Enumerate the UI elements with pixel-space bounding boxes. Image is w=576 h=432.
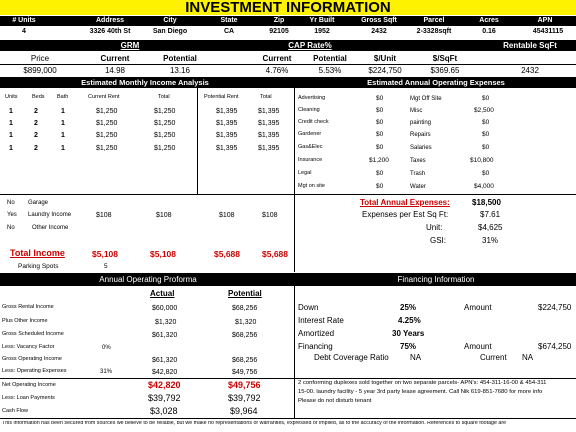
note-line: Please do not disturb tenant xyxy=(298,398,372,404)
value-yr-built: 1952 xyxy=(314,28,330,35)
cap-rate-label: CAP Rate% xyxy=(288,41,332,50)
value-acres: 0.16 xyxy=(482,28,496,35)
expense-value: $0 xyxy=(482,170,490,177)
loan-label: Less: Loan Payments xyxy=(2,395,55,401)
proforma-potential: $68,256 xyxy=(232,332,258,339)
col-total: Total xyxy=(158,94,170,100)
dcr-current-label: Current xyxy=(480,353,507,362)
dcr-current-value: NA xyxy=(522,353,534,362)
total-income-potential: $5,688 xyxy=(214,249,240,259)
expense-label: Cleaning xyxy=(298,107,320,113)
laundry-label: Laundry Income xyxy=(28,212,72,218)
expense-label: Repairs xyxy=(410,132,431,138)
interest-rate-value: 4.25% xyxy=(398,316,421,325)
row-current-rent: $1,250 xyxy=(96,132,118,139)
financing-pct: 75% xyxy=(400,342,417,351)
row-potential-total: $1,395 xyxy=(258,132,280,139)
proforma-potential: $1,320 xyxy=(235,319,257,326)
row-total: $1,250 xyxy=(154,120,176,127)
header-parcel: Parcel xyxy=(423,17,445,24)
expense-value: $0 xyxy=(376,131,384,138)
note-line: 2 conforming duplexes sold together on two separate parcels- APN's: 454-311-16-00 & 454-311 xyxy=(298,380,547,386)
col-beds: Beds xyxy=(32,94,45,100)
other-income-label: Other Income xyxy=(32,225,69,231)
row-potential-rent: $1,395 xyxy=(216,145,238,152)
financing-amount-label: Amount xyxy=(464,342,492,351)
grm-label: GRM xyxy=(120,41,140,50)
proforma-title: Annual Operating Proforma xyxy=(99,275,197,284)
per-sqft-value: $369.65 xyxy=(430,66,460,75)
proforma-actual: $42,820 xyxy=(152,369,178,376)
row-potential-total: $1,395 xyxy=(258,145,280,152)
value-gross-sqft: 2432 xyxy=(371,28,387,35)
noi-label: Net Operating Income xyxy=(2,382,56,388)
garage-flag: No xyxy=(7,200,15,206)
laundry-flag: Yes xyxy=(7,212,17,218)
parking-value: 5 xyxy=(104,263,108,270)
total-income-label: Total Income xyxy=(10,248,65,258)
per-sqft-label: $/SqFt xyxy=(432,54,458,63)
header-apn: APN xyxy=(537,17,553,24)
header-units: # Units xyxy=(12,17,36,24)
financing-label: Financing xyxy=(298,342,333,351)
proforma-pct: 31% xyxy=(100,369,113,375)
expense-label: Salaries xyxy=(410,145,432,151)
proforma-actual: $60,000 xyxy=(152,305,178,312)
dcr-label: Debt Coverage Ratio xyxy=(314,353,389,362)
cap-potential-label: Potential xyxy=(313,54,347,63)
proforma-pct: 0% xyxy=(102,345,111,351)
value-parcel: 2-3328sqft xyxy=(416,28,452,35)
title-banner xyxy=(0,0,576,15)
col-potential-total: Total xyxy=(260,94,272,100)
proforma-actual: $61,320 xyxy=(152,332,178,339)
laundry-potential-total: $108 xyxy=(262,212,278,219)
note-line: 15-00. laundry facility - 5 year 3rd party lease agreement. Call Nik 619-851-7680 for more info xyxy=(298,389,543,395)
expense-label: Water xyxy=(410,184,426,190)
expense-label: Taxes xyxy=(410,158,426,164)
row-bath: 1 xyxy=(61,108,65,115)
dcr-value: NA xyxy=(410,353,422,362)
value-city: San Diego xyxy=(152,28,188,35)
parking-label: Parking Spots xyxy=(18,263,59,270)
expense-label: Credit check xyxy=(298,119,329,125)
row-total: $1,250 xyxy=(154,132,176,139)
value-apn: 45431115 xyxy=(532,28,564,35)
row-potential-rent: $1,395 xyxy=(216,132,238,139)
down-label: Down xyxy=(298,303,319,312)
loan-potential: $39,792 xyxy=(228,393,261,403)
amortized-value: 30 Years xyxy=(392,329,425,338)
interest-rate-label: Interest Rate xyxy=(298,316,344,325)
down-amount-label: Amount xyxy=(464,303,492,312)
disclaimer-text: This information has been secured from sources we believe to be reliable, but we make no representations or warranties, expressed or implied, as to the accuracy of the information. References to square footage are xyxy=(2,421,507,426)
row-units: 1 xyxy=(9,120,13,127)
proforma-actual: $1,320 xyxy=(155,319,177,326)
value-units: 4 xyxy=(22,28,26,35)
row-beds: 2 xyxy=(34,132,38,139)
row-bath: 1 xyxy=(61,145,65,152)
expenses-per-sqft-value: $7.61 xyxy=(480,210,501,219)
rentable-sqft-label: Rentable SqFt xyxy=(503,41,557,50)
row-potential-total: $1,395 xyxy=(258,108,280,115)
expense-value: $4,000 xyxy=(474,183,494,190)
col-bath: Bath xyxy=(57,94,69,100)
proforma-label: Plus Other Income xyxy=(2,318,48,324)
grm-current-label: Current xyxy=(100,54,130,63)
financing-title: Financing Information xyxy=(397,275,475,284)
laundry-potential: $108 xyxy=(219,212,235,219)
per-unit-value: $224,750 xyxy=(368,66,402,75)
expense-value: $0 xyxy=(482,95,490,102)
proforma-actual-label: Actual xyxy=(150,289,175,298)
cap-potential-value: 5.53% xyxy=(318,66,342,75)
proforma-label: Less: Vacancy Factor xyxy=(2,344,55,350)
gsi-label: GSI: xyxy=(430,236,447,245)
expenses-unit-value: $4,625 xyxy=(478,223,503,232)
total-income-current: $5,108 xyxy=(92,249,118,259)
expense-label: Advertising xyxy=(298,95,326,101)
cash-flow-label: Cash Flow xyxy=(2,408,28,414)
grm-potential-value: 13.16 xyxy=(169,66,191,75)
proforma-actual: $61,320 xyxy=(152,357,178,364)
row-total: $1,250 xyxy=(154,108,176,115)
expense-value: $1,200 xyxy=(369,157,389,164)
cap-current-value: 4.76% xyxy=(265,66,289,75)
expense-label: Insurance xyxy=(298,157,323,163)
header-acres: Acres xyxy=(479,17,499,24)
row-beds: 2 xyxy=(34,145,38,152)
laundry-total: $108 xyxy=(156,212,172,219)
row-current-rent: $1,250 xyxy=(96,145,118,152)
proforma-potential: $49,756 xyxy=(232,369,258,376)
header-gross-sqft: Gross Sqft xyxy=(361,17,397,24)
expense-value: $0 xyxy=(376,144,384,151)
noi-actual: $42,820 xyxy=(148,380,181,390)
row-potential-rent: $1,395 xyxy=(216,108,238,115)
proforma-potential-label: Potential xyxy=(228,289,262,298)
down-pct: 25% xyxy=(400,303,417,312)
row-units: 1 xyxy=(9,132,13,139)
expense-label: Mgt on site xyxy=(298,183,325,189)
grm-potential-label: Potential xyxy=(163,54,197,63)
expense-value: $10,800 xyxy=(470,157,494,164)
header-city: City xyxy=(163,17,177,24)
total-expenses-value: $18,500 xyxy=(472,198,501,207)
price-value: $899,000 xyxy=(23,66,57,75)
row-units: 1 xyxy=(9,108,13,115)
expense-value: $0 xyxy=(482,144,490,151)
expense-value: $0 xyxy=(376,95,384,102)
proforma-potential: $68,256 xyxy=(232,357,258,364)
per-unit-label: $/Unit xyxy=(373,54,397,63)
grm-current-value: 14.98 xyxy=(104,66,126,75)
value-state: CA xyxy=(223,28,235,35)
expenses-unit-label: Unit: xyxy=(426,223,443,232)
header-zip: Zip xyxy=(273,17,285,24)
total-income-current-total: $5,108 xyxy=(150,249,176,259)
total-income-potential-total: $5,688 xyxy=(262,249,288,259)
proforma-label: Less: Operating Expenses xyxy=(2,368,67,374)
amortized-label: Amortized xyxy=(298,329,335,338)
row-beds: 2 xyxy=(34,120,38,127)
value-zip: 92105 xyxy=(269,28,289,35)
price-label: Price xyxy=(30,54,50,63)
noi-potential: $49,756 xyxy=(228,380,261,390)
expense-value: $0 xyxy=(376,170,384,177)
col-units: Units xyxy=(5,94,18,100)
total-expenses-label: Total Annual Expenses: xyxy=(360,198,450,207)
expense-value: $0 xyxy=(482,119,490,126)
loan-actual: $39,792 xyxy=(148,393,181,403)
laundry-current: $108 xyxy=(96,212,112,219)
garage-label: Garage xyxy=(28,200,49,206)
cash-flow-actual: $3,028 xyxy=(150,406,178,416)
other-flag: No xyxy=(7,225,15,231)
row-bath: 1 xyxy=(61,120,65,127)
expense-value: $2,500 xyxy=(474,107,494,114)
cash-flow-potential: $9,964 xyxy=(230,406,258,416)
expense-value: $0 xyxy=(376,119,384,126)
expense-value: $0 xyxy=(376,107,384,114)
proforma-potential: $68,256 xyxy=(232,305,258,312)
header-address: Address xyxy=(95,17,124,24)
row-potential-total: $1,395 xyxy=(258,120,280,127)
row-current-rent: $1,250 xyxy=(96,108,118,115)
proforma-label: Gross Rental Income xyxy=(2,304,54,310)
row-total: $1,250 xyxy=(154,145,176,152)
financing-amount: $674,250 xyxy=(538,342,572,351)
proforma-label: Gross Scheduled Income xyxy=(2,331,64,337)
expenses-per-sqft-label: Expenses per Est Sq Ft: xyxy=(362,210,449,219)
row-potential-rent: $1,395 xyxy=(216,120,238,127)
header-yr-built: Yr Built xyxy=(309,17,335,24)
expenses-title: Estimated Annual Operating Expenses xyxy=(367,78,505,87)
expense-label: Mgt Off Site xyxy=(410,96,442,102)
expense-label: Legal xyxy=(298,170,312,176)
value-address: 3326 40th St xyxy=(89,28,131,35)
income-analysis-title: Estimated Monthly Income Analysis xyxy=(81,78,209,87)
gsi-value: 31% xyxy=(482,236,499,245)
expense-value: $0 xyxy=(376,183,384,190)
rentable-sqft-value: 2432 xyxy=(521,66,539,75)
expense-value: $0 xyxy=(482,131,490,138)
expense-label: Trash xyxy=(410,171,426,177)
row-beds: 2 xyxy=(34,108,38,115)
expense-label: painting xyxy=(410,120,432,126)
cap-current-label: Current xyxy=(262,54,292,63)
expense-label: Gardener xyxy=(298,131,322,137)
expense-label: Misc xyxy=(410,108,423,114)
page-title: INVESTMENT INFORMATION xyxy=(185,0,391,16)
header-state: State xyxy=(220,17,238,24)
row-current-rent: $1,250 xyxy=(96,120,118,127)
down-amount: $224,750 xyxy=(538,303,572,312)
col-current-rent: Current Rent xyxy=(88,94,120,100)
row-bath: 1 xyxy=(61,132,65,139)
col-potential-rent: Potential Rent xyxy=(204,94,239,100)
expense-label: Gas&Elec xyxy=(298,144,323,150)
row-units: 1 xyxy=(9,145,13,152)
proforma-label: Gross Operating Income xyxy=(2,356,62,362)
